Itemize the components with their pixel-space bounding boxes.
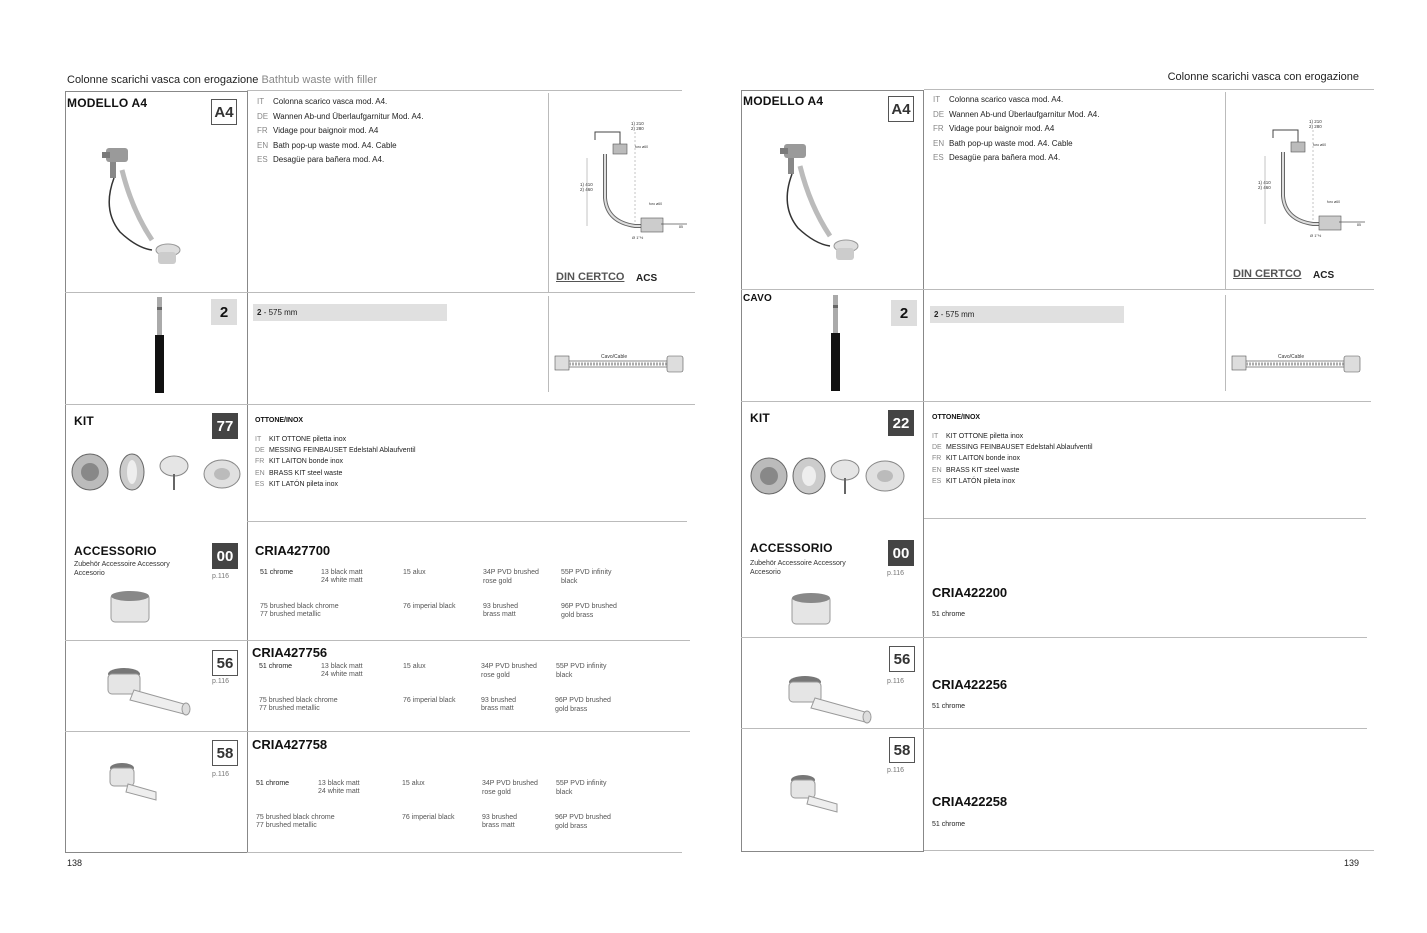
kit-description-it: IT KIT OTTONE piletta inox [932, 433, 1024, 440]
cable-drawing [555, 350, 685, 380]
divider [65, 640, 690, 641]
cable-badge: 2 [891, 300, 917, 326]
kit-parts-image [70, 452, 245, 494]
dim-label: 1) 410 [580, 182, 593, 187]
dim-label: 2) 460 [1258, 185, 1271, 190]
header-title: Colonne scarichi vasca con erogazione [1167, 71, 1359, 83]
divider [548, 296, 549, 392]
bottom-rule [924, 850, 1374, 851]
header-rule [924, 89, 1374, 90]
row58-finish: 51 chrome [932, 821, 966, 828]
accessory-finish: 51 chrome [932, 611, 966, 618]
dim-label: 85 [679, 225, 683, 229]
cable-length-bar: 2 - 575 mm [930, 306, 1124, 323]
description-list [257, 95, 423, 168]
page-number: 138 [67, 858, 83, 868]
cable-drawing [1232, 350, 1362, 380]
header-subtitle: Bathtub waste with filler [261, 74, 378, 86]
accessory-finish-grid: 51 chrome 13 black matt 24 white matt 15 alux 34P PVD brushed rose gold 55P PVD infinity black 75 brushed black chrome 77 brushed metallic 76 imperial black 93 brushed brass matt 96P PVD brushed gold brass [260, 569, 617, 619]
row58-badge: 58 [212, 740, 238, 766]
technical-drawing [1253, 116, 1368, 241]
accessory-code: CRIA427700 [255, 543, 331, 558]
dim-label: foro ø60 [635, 145, 649, 149]
row58-code: CRIA422258 [932, 794, 1008, 809]
kit-description-list [255, 434, 416, 490]
kit-description-fr: FR KIT LAITON bonde inox [932, 455, 1021, 463]
dim-label: Ø 1"½ [1310, 233, 1322, 238]
page-header [1168, 71, 1359, 83]
kit-parts-image [749, 456, 924, 498]
description-es: ES Desagüe para bañera mod. A4. [257, 155, 385, 164]
accessory-sublabel: Zubehör Accessoire Accessory Accesorio [74, 561, 170, 577]
kit-material: OTTONE/INOX [932, 414, 981, 421]
waste-column-image [92, 140, 192, 275]
cable-label: CAVO [743, 293, 772, 304]
left-page [0, 0, 713, 933]
accessory-badge: 00 [212, 543, 238, 569]
divider [65, 292, 695, 293]
accessory-sublabel: Zubehör Accessoire Accessory Accesorio [750, 560, 846, 576]
model-label: MODELLO A4 [743, 94, 824, 108]
dim-label: 2) 460 [580, 187, 593, 192]
description-fr: FR Vidage pour baignoir mod. A4 [257, 126, 379, 135]
cable-image [826, 295, 846, 393]
cable-drawing-label: Cavo/Cable [601, 354, 628, 360]
divider [741, 401, 1371, 402]
divider [1225, 92, 1226, 290]
description-fr: FR Vidage pour baignoir mod. A4 [933, 124, 1055, 133]
acs-logo: ACS [636, 273, 658, 284]
row56-finish: 51 chrome [932, 703, 966, 710]
divider [65, 404, 695, 405]
kit-description-de: DE MESSING FEINBAUSET Edelstahl Ablaufventil [255, 447, 416, 455]
dim-label: 2) 280 [631, 126, 644, 131]
divider [924, 518, 1366, 519]
accessory-code: CRIA422200 [932, 585, 1008, 600]
row56-code: CRIA427756 [252, 645, 328, 660]
kit-description-es: ES KIT LATÓN pileta inox [255, 480, 338, 488]
dim-label: 85 [1357, 223, 1361, 227]
dim-label: foro ø60 [1313, 143, 1327, 147]
accessory-image [786, 590, 836, 630]
divider [247, 521, 687, 522]
dim-label: Ø 1"½ [632, 235, 644, 240]
row58-page-ref: p.116 [212, 771, 229, 778]
waste-column-image [770, 136, 870, 271]
row56-page-ref: p.116 [887, 678, 904, 685]
kit-badge: 22 [888, 410, 914, 436]
accessory-badge: 00 [888, 540, 914, 566]
description-de: DE Wannen Ab-und Überlaufgarnitur Mod. A4. [257, 111, 424, 121]
row58-badge: 58 [889, 737, 915, 763]
trap-56-image [785, 670, 875, 725]
kit-label: KIT [750, 411, 770, 425]
kit-description-list [932, 431, 1093, 487]
accessory-label: ACCESSORIO [74, 544, 157, 558]
trap-58-image [787, 772, 847, 814]
dim-label: 1) 410 [1258, 180, 1271, 185]
divider [741, 289, 1374, 290]
description-it: IT Colonna scarico vasca mod. A4. [933, 95, 1064, 104]
divider [1225, 295, 1226, 391]
technical-drawing [575, 118, 690, 243]
row56-code: CRIA422256 [932, 677, 1008, 692]
kit-description-en: EN BRASS KIT steel waste [255, 469, 343, 477]
dim-label: 2) 280 [1309, 124, 1322, 129]
page-header [67, 74, 377, 86]
trap-58-image [106, 760, 166, 802]
divider [741, 637, 1367, 638]
dim-label: 1) 210 [1309, 119, 1322, 124]
kit-material: OTTONE/INOX [255, 417, 304, 424]
row58-finish-grid: 51 chrome 13 black matt 24 white matt 15 alux 34P PVD brushed rose gold 55P PVD infinity black 75 brushed black chrome 77 brushed metallic 76 imperial black 93 brushed brass matt 96P PVD brushed gold brass [256, 780, 611, 830]
dim-label: foro ø60 [649, 202, 663, 206]
cable-image [150, 297, 170, 395]
row58-code: CRIA427758 [252, 737, 328, 752]
row56-finish-grid: 51 chrome 13 black matt 24 white matt 15 alux 34P PVD brushed rose gold 55P PVD infinity black 75 brushed black chrome 77 brushed metallic 76 imperial black 93 brushed brass matt 96P PVD brushed gold brass [259, 663, 611, 713]
row56-page-ref: p.116 [212, 678, 229, 685]
kit-description-en: EN BRASS KIT steel waste [932, 466, 1020, 474]
din-certco-logo: DIN CERTCO [556, 271, 625, 283]
description-list [933, 93, 1099, 166]
accessory-page-ref: p.116 [212, 573, 229, 580]
dim-label: 1) 210 [631, 121, 644, 126]
row56-badge: 56 [889, 646, 915, 672]
divider [65, 731, 690, 732]
row56-badge: 56 [212, 650, 238, 676]
right-page [713, 0, 1427, 933]
model-label: MODELLO A4 [67, 96, 148, 110]
accessory-label: ACCESSORIO [750, 541, 833, 555]
trap-56-image [104, 662, 194, 717]
header-title: Colonne scarichi vasca con erogazione [67, 74, 259, 86]
row58-page-ref: p.116 [887, 767, 904, 774]
dim-label: foro ø60 [1327, 200, 1341, 204]
cable-badge: 2 [211, 299, 237, 325]
kit-description-de: DE MESSING FEINBAUSET Edelstahl Ablaufventil [932, 444, 1093, 452]
description-it: IT Colonna scarico vasca mod. A4. [257, 97, 388, 106]
din-certco-logo: DIN CERTCO [1233, 268, 1302, 280]
kit-badge: 77 [212, 413, 238, 439]
cable-drawing-label: Cavo/Cable [1278, 354, 1305, 360]
kit-description-it: IT KIT OTTONE piletta inox [255, 436, 347, 443]
divider [741, 728, 1367, 729]
divider [548, 93, 549, 293]
model-badge: A4 [211, 99, 237, 125]
kit-description-es: ES KIT LATÓN pileta inox [932, 477, 1015, 485]
acs-logo: ACS [1313, 270, 1335, 281]
cable-length-bar: 2 - 575 mm [253, 304, 447, 321]
model-badge: A4 [888, 96, 914, 122]
accessory-page-ref: p.116 [887, 570, 904, 577]
kit-label: KIT [74, 414, 94, 428]
header-rule [247, 90, 682, 91]
description-de: DE Wannen Ab-und Überlaufgarnitur Mod. A4. [933, 109, 1100, 119]
description-en: EN Bath pop-up waste mod. A4. Cable [257, 140, 397, 150]
bottom-rule [247, 852, 682, 853]
kit-description-fr: FR KIT LAITON bonde inox [255, 458, 344, 466]
accessory-image [105, 588, 155, 628]
description-en: EN Bath pop-up waste mod. A4. Cable [933, 138, 1073, 148]
description-es: ES Desagüe para bañera mod. A4. [933, 153, 1061, 162]
page-number: 139 [1344, 858, 1360, 868]
